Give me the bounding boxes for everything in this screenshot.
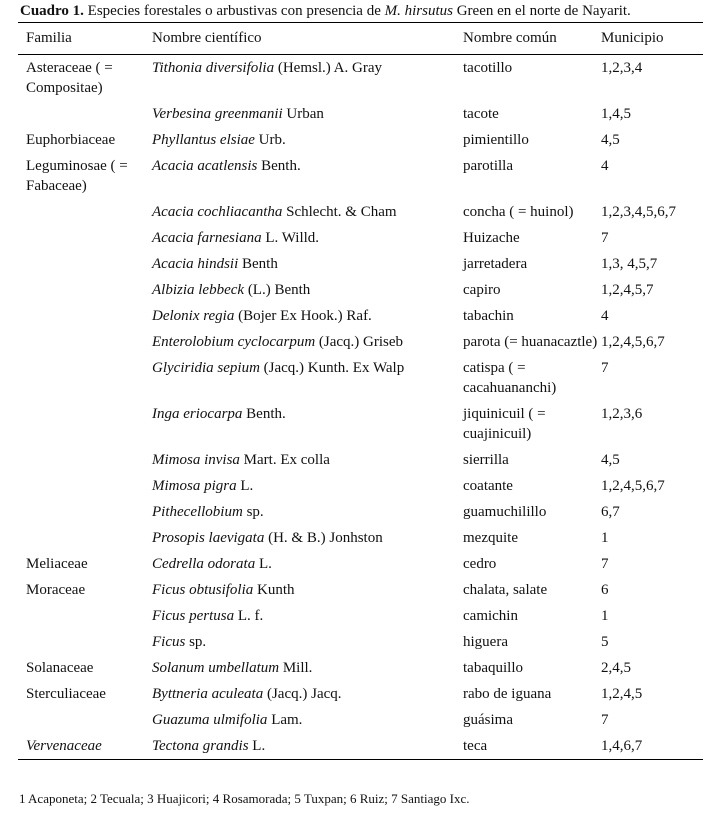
common-name: parotilla xyxy=(463,158,513,174)
table-row xyxy=(18,681,703,707)
species-author: sp. xyxy=(185,634,207,650)
municipio-cell xyxy=(601,303,703,329)
species-author: L. xyxy=(236,478,254,494)
species-author: (Jacq.) Griseb xyxy=(315,334,404,350)
familia-cell xyxy=(18,551,152,577)
species-author: (H. & B.) Jonhston xyxy=(264,530,383,546)
common-name: higuera xyxy=(463,634,508,650)
table-row xyxy=(18,707,703,733)
species-author: Urban xyxy=(282,106,324,122)
species-author: (Bojer Ex Hook.) Raf. xyxy=(234,308,372,324)
common-name-cell xyxy=(463,447,601,473)
table-row xyxy=(18,401,703,447)
header-nombre-comun: Nombre común xyxy=(463,23,601,55)
species-author: (Hemsl.) A. Gray xyxy=(274,60,383,76)
municipio-codes: 6,7 xyxy=(601,504,620,520)
common-name-cell xyxy=(463,251,601,277)
familia-cell xyxy=(18,525,152,551)
municipio-cell xyxy=(601,153,703,199)
common-name: concha ( = huinol) xyxy=(463,204,574,220)
scientific-name-cell xyxy=(152,277,463,303)
species-author: L. xyxy=(255,556,272,572)
municipio-cell xyxy=(601,681,703,707)
familia-text: Moraceae xyxy=(26,582,86,598)
species-author: (L.) Benth xyxy=(244,282,311,298)
municipio-cell xyxy=(601,707,703,733)
familia-cell xyxy=(18,629,152,655)
familia-cell xyxy=(18,277,152,303)
table-row xyxy=(18,447,703,473)
species-name: Guazuma ulmifolia xyxy=(152,712,268,728)
table-row xyxy=(18,499,703,525)
scientific-name-cell xyxy=(152,551,463,577)
common-name: guásima xyxy=(463,712,513,728)
common-name-cell xyxy=(463,473,601,499)
common-name-cell xyxy=(463,127,601,153)
common-name: mezquite xyxy=(463,530,518,546)
header-municipio: Municipio xyxy=(601,23,703,55)
familia-cell xyxy=(18,447,152,473)
familia-cell xyxy=(18,55,152,102)
common-name-cell xyxy=(463,355,601,401)
species-name: Byttneria aculeata xyxy=(152,686,264,702)
species-name: Pithecellobium xyxy=(152,504,243,520)
common-name-cell xyxy=(463,401,601,447)
scientific-name-cell xyxy=(152,603,463,629)
species-name: Glyciridia sepium xyxy=(152,360,260,376)
table-row xyxy=(18,55,703,102)
common-name: teca xyxy=(463,738,488,754)
common-name-cell xyxy=(463,277,601,303)
municipio-cell xyxy=(601,655,703,681)
species-name: Verbesina greenmanii xyxy=(152,106,283,122)
species-name: Ficus pertusa xyxy=(152,608,235,624)
species-name: Cedrella odorata xyxy=(152,556,256,572)
species-author: L. f. xyxy=(234,608,264,624)
species-author: L. xyxy=(248,738,266,754)
common-name: cedro xyxy=(463,556,497,572)
scientific-name-cell xyxy=(152,473,463,499)
municipio-cell xyxy=(601,401,703,447)
municipio-cell xyxy=(601,127,703,153)
species-name: Acacia hindsii xyxy=(152,256,239,272)
table-row xyxy=(18,655,703,681)
municipio-codes: 7 xyxy=(601,360,609,376)
scientific-name-cell xyxy=(152,355,463,401)
table-row xyxy=(18,473,703,499)
footnote: 1 Acaponeta; 2 Tecuala; 3 Huajicori; 4 Rosamorada; 5 Tuxpan; 6 Ruiz; 7 Santiago Ixc. xyxy=(19,791,470,806)
species-name: Phyllantus elsiae xyxy=(152,132,255,148)
header-nombre-cientifico: Nombre científico xyxy=(152,23,463,55)
municipio-cell xyxy=(601,629,703,655)
common-name: sierrilla xyxy=(463,452,509,468)
municipio-codes: 1,2,3,4,5,6,7 xyxy=(601,204,676,220)
familia-text: Asteraceae ( = Compositae) xyxy=(26,60,113,96)
familia-cell xyxy=(18,127,152,153)
common-name-cell xyxy=(463,603,601,629)
species-author: Benth xyxy=(238,256,278,272)
table-row xyxy=(18,551,703,577)
table-row xyxy=(18,603,703,629)
common-name-cell xyxy=(463,707,601,733)
municipio-cell xyxy=(601,55,703,102)
scientific-name-cell xyxy=(152,127,463,153)
municipio-codes: 4 xyxy=(601,158,609,174)
scientific-name-cell xyxy=(152,577,463,603)
common-name: Huizache xyxy=(463,230,520,246)
table-row xyxy=(18,251,703,277)
municipio-codes: 1,2,4,5 xyxy=(601,686,643,702)
common-name: camichin xyxy=(463,608,518,624)
scientific-name-cell xyxy=(152,251,463,277)
common-name-cell xyxy=(463,681,601,707)
common-name: tacote xyxy=(463,106,499,122)
familia-cell xyxy=(18,101,152,127)
scientific-name-cell xyxy=(152,401,463,447)
species-name: Mimosa pigra xyxy=(152,478,237,494)
table-row xyxy=(18,629,703,655)
table-row xyxy=(18,577,703,603)
species-name: Ficus obtusifolia xyxy=(152,582,254,598)
species-name: Tectona grandis xyxy=(152,738,249,754)
municipio-codes: 4,5 xyxy=(601,452,620,468)
species-name: Solanum umbellatum xyxy=(152,660,280,676)
municipio-codes: 1,2,4,5,7 xyxy=(601,282,654,298)
familia-cell xyxy=(18,499,152,525)
common-name-cell xyxy=(463,101,601,127)
table-caption xyxy=(20,3,710,20)
familia-cell xyxy=(18,303,152,329)
common-name-cell xyxy=(463,55,601,102)
table-row xyxy=(18,303,703,329)
municipio-codes: 1,2,4,5,6,7 xyxy=(601,478,665,494)
species-name: Acacia cochliacantha xyxy=(152,204,283,220)
familia-cell xyxy=(18,401,152,447)
common-name-cell xyxy=(463,733,601,760)
municipio-codes: 1 xyxy=(601,608,609,624)
common-name: guamuchilillo xyxy=(463,504,547,520)
familia-text: Meliaceae xyxy=(26,556,88,572)
municipio-cell xyxy=(601,101,703,127)
municipio-codes: 1,4,6,7 xyxy=(601,738,643,754)
table-row xyxy=(18,225,703,251)
common-name-cell xyxy=(463,199,601,225)
municipio-cell xyxy=(601,525,703,551)
species-name: Acacia farnesiana xyxy=(152,230,262,246)
municipio-codes: 5 xyxy=(601,634,609,650)
municipio-cell xyxy=(601,251,703,277)
scientific-name-cell xyxy=(152,447,463,473)
scientific-name-cell xyxy=(152,525,463,551)
municipio-codes: 1,2,3,4 xyxy=(601,60,643,76)
common-name: parota (= huanacaztle) xyxy=(463,334,598,350)
familia-cell xyxy=(18,473,152,499)
table-row xyxy=(18,329,703,355)
municipio-cell xyxy=(601,447,703,473)
table-row xyxy=(18,153,703,199)
species-author: Benth. xyxy=(242,406,286,422)
species-author: (Jacq.) Jacq. xyxy=(263,686,342,702)
familia-text: Sterculiaceae xyxy=(26,686,106,702)
common-name: tacotillo xyxy=(463,60,513,76)
municipio-codes: 7 xyxy=(601,230,609,246)
table-row xyxy=(18,277,703,303)
species-name: Tithonia diversifolia xyxy=(152,60,275,76)
table-row xyxy=(18,355,703,401)
species-author: Urb. xyxy=(254,132,286,148)
municipio-codes: 4,5 xyxy=(601,132,620,148)
common-name: chalata, salate xyxy=(463,582,548,598)
scientific-name-cell xyxy=(152,733,463,760)
scientific-name-cell xyxy=(152,499,463,525)
municipio-cell xyxy=(601,499,703,525)
common-name: tabachin xyxy=(463,308,514,324)
species-name: Enterolobium cyclocarpum xyxy=(152,334,316,350)
species-author: Benth. xyxy=(257,158,301,174)
scientific-name-cell xyxy=(152,101,463,127)
municipio-cell xyxy=(601,329,703,355)
caption-species: M. hirsutus xyxy=(384,3,453,19)
common-name: capiro xyxy=(463,282,501,298)
municipio-codes: 1,2,4,5,6,7 xyxy=(601,334,665,350)
header-familia: Familia xyxy=(18,23,152,55)
species-table xyxy=(18,22,703,760)
common-name-cell xyxy=(463,153,601,199)
municipio-cell xyxy=(601,577,703,603)
municipio-codes: 1,4,5 xyxy=(601,106,631,122)
table-row xyxy=(18,733,703,760)
header-row xyxy=(18,23,703,55)
scientific-name-cell xyxy=(152,303,463,329)
familia-cell xyxy=(18,603,152,629)
caption-label: Cuadro 1. xyxy=(20,3,84,19)
scientific-name-cell xyxy=(152,629,463,655)
species-author: Kunth xyxy=(253,582,295,598)
municipio-cell xyxy=(601,551,703,577)
species-author: Schlecht. & Cham xyxy=(282,204,397,220)
familia-cell xyxy=(18,251,152,277)
municipio-cell xyxy=(601,733,703,760)
common-name: rabo de iguana xyxy=(463,686,552,702)
municipio-codes: 1,2,3,6 xyxy=(601,406,643,422)
scientific-name-cell xyxy=(152,199,463,225)
caption-text: Especies forestales o arbustivas con presencia de xyxy=(83,3,385,19)
familia-cell xyxy=(18,355,152,401)
species-author: Mill. xyxy=(279,660,313,676)
common-name: tabaquillo xyxy=(463,660,523,676)
common-name-cell xyxy=(463,329,601,355)
municipio-codes: 2,4,5 xyxy=(601,660,631,676)
familia-cell xyxy=(18,707,152,733)
table-row xyxy=(18,101,703,127)
species-name: Inga eriocarpa xyxy=(152,406,243,422)
familia-text: Vervenaceae xyxy=(26,738,102,754)
municipio-cell xyxy=(601,473,703,499)
table-row xyxy=(18,127,703,153)
species-name: Albizia lebbeck xyxy=(152,282,245,298)
common-name: jiquinicuil ( = cuajinicuil) xyxy=(463,406,546,442)
species-name: Delonix regia xyxy=(152,308,235,324)
species-author: Lam. xyxy=(267,712,303,728)
scientific-name-cell xyxy=(152,681,463,707)
species-name: Acacia acatlensis xyxy=(152,158,258,174)
familia-text: Solanaceae xyxy=(26,660,94,676)
scientific-name-cell xyxy=(152,655,463,681)
table-row xyxy=(18,525,703,551)
common-name-cell xyxy=(463,525,601,551)
familia-cell xyxy=(18,733,152,760)
table-row xyxy=(18,199,703,225)
municipio-codes: 1,3, 4,5,7 xyxy=(601,256,658,272)
species-author: Mart. Ex colla xyxy=(239,452,330,468)
municipio-codes: 6 xyxy=(601,582,609,598)
common-name-cell xyxy=(463,225,601,251)
familia-cell xyxy=(18,577,152,603)
species-author: sp. xyxy=(242,504,264,520)
common-name-cell xyxy=(463,655,601,681)
municipio-codes: 4 xyxy=(601,308,609,324)
scientific-name-cell xyxy=(152,707,463,733)
common-name-cell xyxy=(463,551,601,577)
municipio-cell xyxy=(601,355,703,401)
common-name-cell xyxy=(463,629,601,655)
common-name-cell xyxy=(463,499,601,525)
common-name: coatante xyxy=(463,478,513,494)
scientific-name-cell xyxy=(152,329,463,355)
municipio-codes: 1 xyxy=(601,530,609,546)
species-name: Ficus xyxy=(152,634,186,650)
municipio-cell xyxy=(601,225,703,251)
species-name: Prosopis laevigata xyxy=(152,530,265,546)
familia-text: Leguminosae ( = Fabaceae) xyxy=(26,158,128,194)
species-author: (Jacq.) Kunth. Ex Walp xyxy=(259,360,405,376)
common-name: catispa ( = cacahuananchi) xyxy=(463,360,557,396)
scientific-name-cell xyxy=(152,153,463,199)
municipio-codes: 7 xyxy=(601,556,609,572)
familia-text: Euphorbiaceae xyxy=(26,132,116,148)
municipio-codes: 7 xyxy=(601,712,609,728)
common-name: jarretadera xyxy=(463,256,528,272)
familia-cell xyxy=(18,681,152,707)
municipio-cell xyxy=(601,277,703,303)
scientific-name-cell xyxy=(152,225,463,251)
familia-cell xyxy=(18,153,152,199)
familia-cell xyxy=(18,199,152,225)
species-name: Mimosa invisa xyxy=(152,452,240,468)
common-name-cell xyxy=(463,303,601,329)
familia-cell xyxy=(18,329,152,355)
common-name-cell xyxy=(463,577,601,603)
species-author: L. Willd. xyxy=(261,230,320,246)
familia-cell xyxy=(18,655,152,681)
common-name: pimientillo xyxy=(463,132,529,148)
scientific-name-cell xyxy=(152,55,463,102)
caption-text-end: Green en el norte de Nayarit. xyxy=(452,3,631,19)
municipio-cell xyxy=(601,603,703,629)
municipio-cell xyxy=(601,199,703,225)
familia-cell xyxy=(18,225,152,251)
